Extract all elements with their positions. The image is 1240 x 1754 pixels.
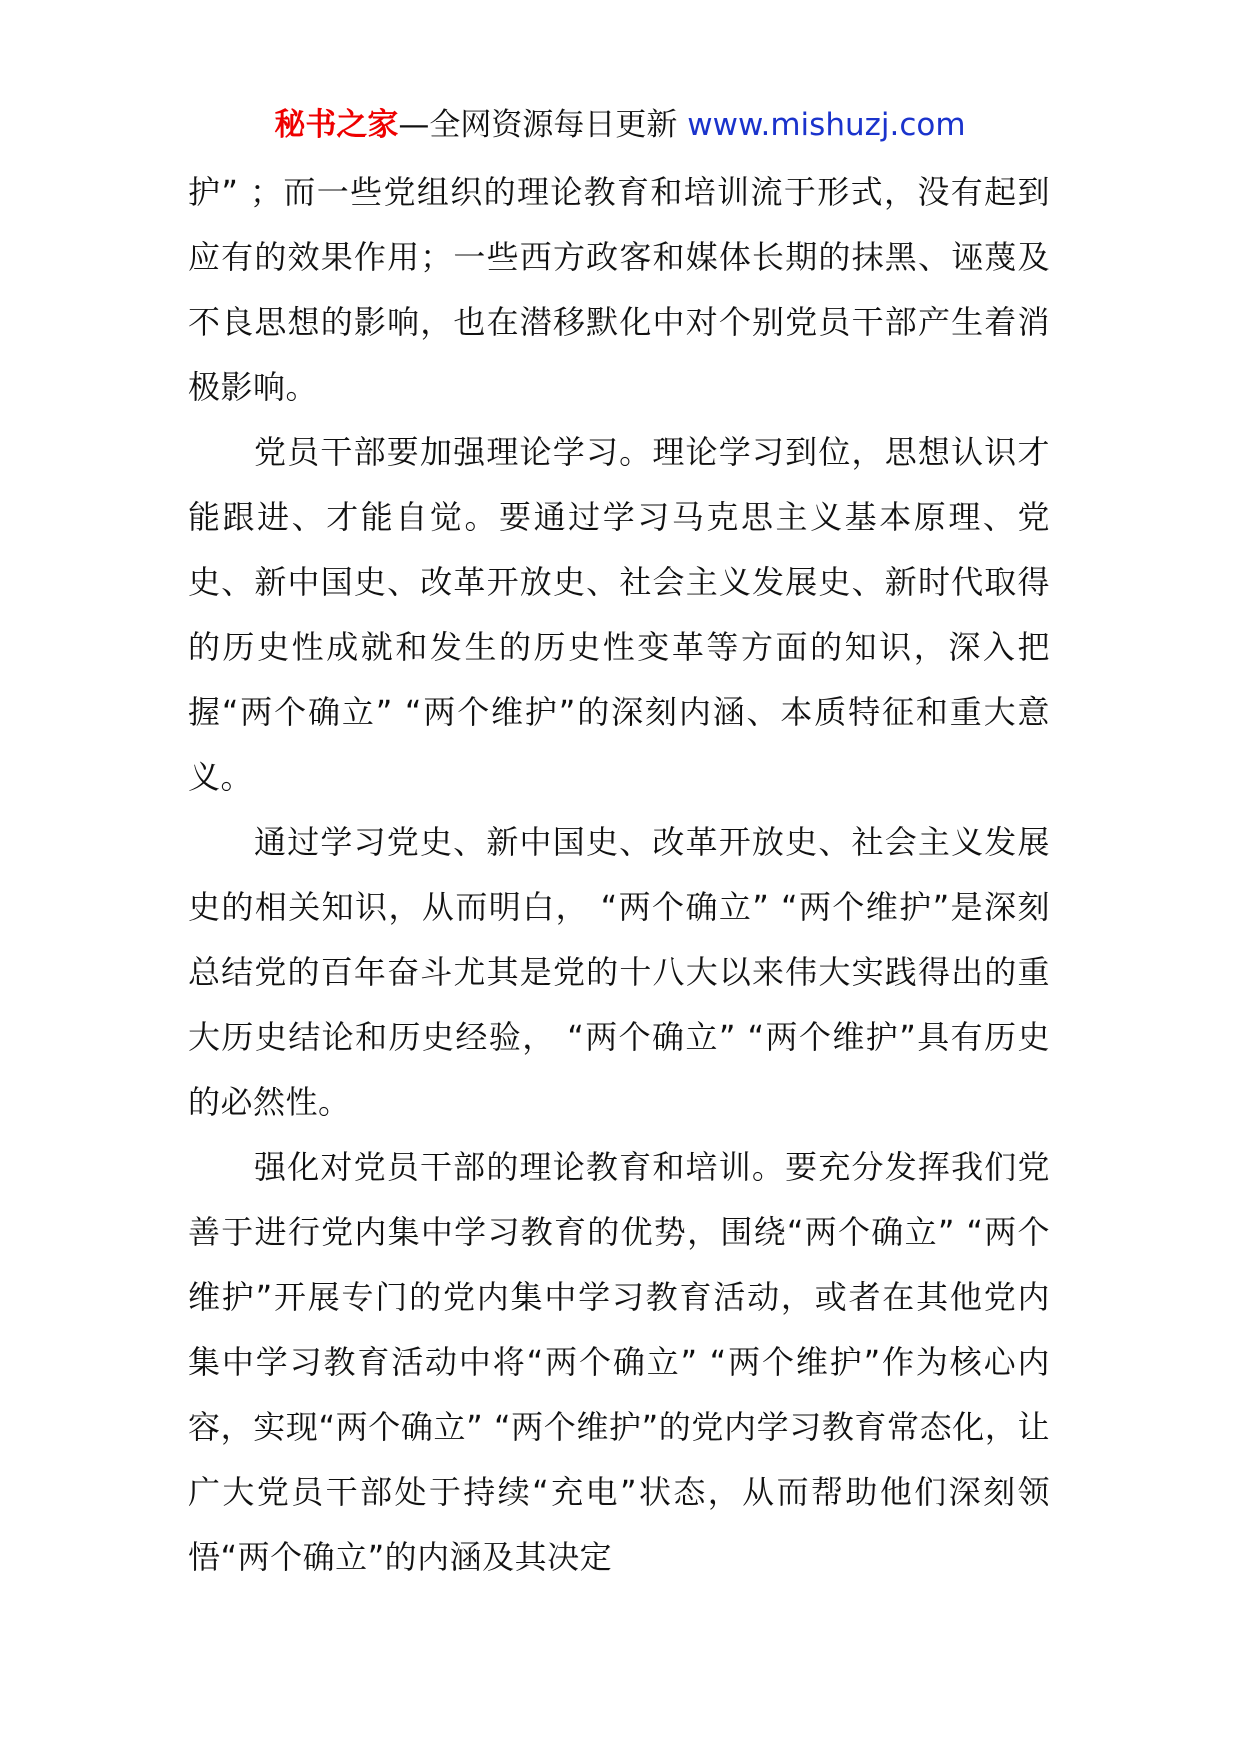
paragraph-theory-study: 党员干部要加强理论学习。理论学习到位，思想认识才能跟进、才能自觉。要通过学习马克思主义基本原理、党史、新中国史、改革开放史、社会主义发展史、新时代取得的历史性成就和发生的历史性变革等方面的知识，深入把握“两个确立” “两个维护”的深刻内涵、本质特征和重大意义。 bbox=[188, 433, 1050, 796]
site-tagline: —全网资源每日更新 bbox=[398, 107, 678, 143]
document-body bbox=[188, 160, 1050, 1590]
paragraph-training: 强化对党员干部的理论教育和培训。要充分发挥我们党善于进行党内集中学习教育的优势，围绕“两个确立” “两个维护”开展专门的党内集中学习教育活动，或者在其他党内集中学习教育活动中将“两个确立” “两个维护”作为核心内容，实现“两个确立” “两个维护”的党内学习教育常态化，让广大党员干部处于持续“充电”状态，从而帮助他们深刻领悟“两个确立”的内涵及其决定 bbox=[188, 1148, 1050, 1576]
paragraph-continued: 护” ；而一些党组织的理论教育和培训流于形式，没有起到应有的效果作用；一些西方政客和媒体长期的抹黑、诬蔑及不良思想的影响，也在潜移默化中对个别党员干部产生着消极影响。 bbox=[188, 173, 1050, 406]
paragraph-history-study: 通过学习党史、新中国史、改革开放史、社会主义发展史的相关知识，从而明白， “两个确立” “两个维护”是深刻总结党的百年奋斗尤其是党的十八大以来伟大实践得出的重大历史结论和历史经验， “两个确立” “两个维护”具有历史的必然性。 bbox=[188, 823, 1050, 1121]
page-header bbox=[0, 98, 1240, 152]
site-brand: 秘书之家 bbox=[274, 107, 399, 143]
site-url-link[interactable]: www.mishuzj.com bbox=[687, 107, 966, 143]
